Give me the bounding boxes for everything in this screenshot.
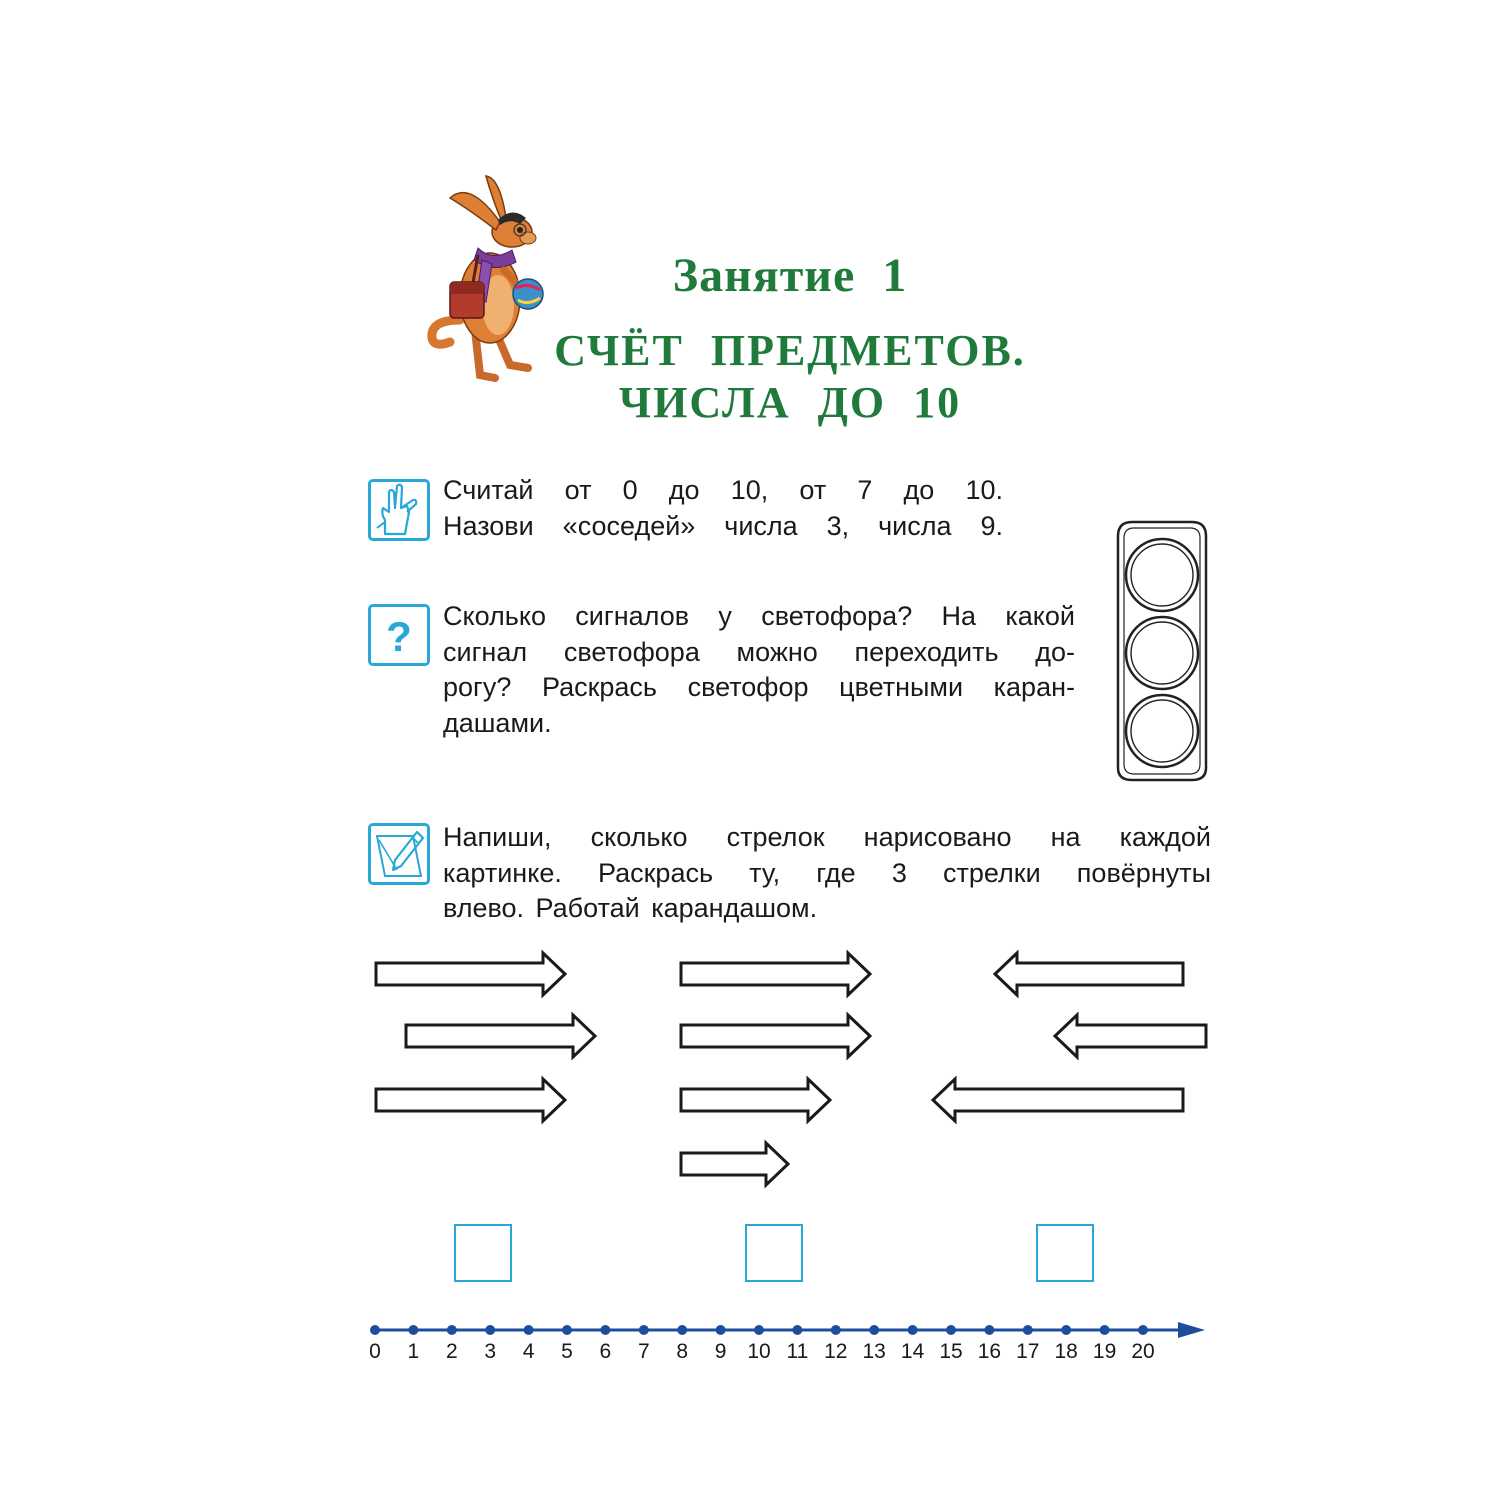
arrow-right [376, 1079, 565, 1121]
number-line-point [562, 1325, 572, 1335]
number-line-tick-label: 4 [522, 1340, 535, 1363]
arrow-right [681, 953, 870, 995]
number-line-point [984, 1325, 994, 1335]
number-line-point [485, 1325, 495, 1335]
number-line-point [946, 1325, 956, 1335]
number-line-point [524, 1325, 534, 1335]
number-line-tick-label: 17 [1016, 1340, 1040, 1363]
number-line-arrowhead [1178, 1322, 1205, 1338]
arrow-group-2[interactable] [681, 953, 870, 1185]
arrow-right [376, 953, 565, 995]
number-line-tick-label: 20 [1131, 1340, 1155, 1363]
svg-text:?: ? [386, 613, 412, 660]
number-line-point [908, 1325, 918, 1335]
answer-box-1[interactable] [454, 1224, 512, 1282]
arrow-left [1055, 1015, 1206, 1057]
topic-title-line-1: СЧЁТ ПРЕДМЕТОВ. [554, 326, 1026, 375]
signal-bottom [1126, 695, 1198, 767]
number-line-point [639, 1325, 649, 1335]
signal-middle [1126, 617, 1198, 689]
number-line-tick-label: 18 [1054, 1340, 1078, 1363]
number-line-tick-label: 14 [900, 1340, 925, 1363]
number-line-tick-label: 15 [939, 1340, 963, 1363]
number-line-point [677, 1325, 687, 1335]
topic-title-line-2: ЧИСЛА ДО 10 [618, 378, 962, 427]
question-mark-icon [368, 604, 430, 666]
pencil-writing-icon [368, 823, 430, 885]
number-line-tick-label: 13 [862, 1340, 886, 1363]
number-line-tick-label: 7 [637, 1340, 650, 1363]
number-line-point [370, 1325, 380, 1335]
number-line-tick-label: 3 [484, 1340, 497, 1363]
number-line-point [1023, 1325, 1033, 1335]
answer-box-3[interactable] [1036, 1224, 1094, 1282]
number-line-point [1138, 1325, 1148, 1335]
number-line-tick-label: 11 [786, 1340, 809, 1363]
task-2-line-4: дашами. [443, 707, 552, 738]
number-line-tick-label: 9 [714, 1340, 727, 1363]
traffic-light-signals [1126, 539, 1198, 767]
answer-box-2[interactable] [745, 1224, 803, 1282]
number-line-point [1061, 1325, 1071, 1335]
task-1-text [443, 473, 1003, 544]
arrow-group-3[interactable] [933, 953, 1206, 1121]
traffic-light-outline[interactable] [1112, 518, 1212, 784]
task-3-line-3: влево. Работай карандашом. [443, 893, 818, 923]
task-2-line-1: Сколько сигналов у светофора? На какой [443, 601, 1075, 631]
lesson-title: Занятие 1 [672, 249, 908, 302]
topic-title [545, 325, 1035, 429]
number-line-tick-label: 2 [445, 1340, 458, 1363]
task-3-line-1: Напиши, сколько стрелок нарисовано на каждой [443, 822, 1211, 852]
number-line-tick-label: 12 [824, 1340, 848, 1363]
number-line-point [869, 1325, 879, 1335]
arrow-right [681, 1143, 788, 1185]
number-line-tick-label: 5 [561, 1340, 573, 1363]
arrow-right [406, 1015, 595, 1057]
number-line-tick-label: 8 [676, 1340, 689, 1363]
task-2-line-2: сигнал светофора можно переходить до- [443, 636, 1075, 667]
arrow-group-1[interactable] [376, 953, 595, 1121]
task-1-line-2: Назови «соседей» числа 3, числа 9. [443, 510, 1003, 541]
arrow-left [995, 953, 1183, 995]
task-3-line-2: картинке. Раскрась ту, где 3 стрелки повёрнуты [443, 857, 1211, 888]
counting-hand-icon [368, 479, 430, 541]
number-line-point [600, 1325, 610, 1335]
task-2-text [443, 599, 1075, 741]
number-line-point [408, 1325, 418, 1335]
number-line-tick-label: 19 [1092, 1340, 1117, 1363]
number-line-point [1100, 1325, 1110, 1335]
number-line-point [831, 1325, 841, 1335]
number-line-point [754, 1325, 764, 1335]
arrow-right [681, 1015, 870, 1057]
arrow-left [933, 1079, 1183, 1121]
number-line-tick-label: 16 [977, 1340, 1002, 1363]
number-line-tick-label: 10 [747, 1340, 771, 1363]
signal-top [1126, 539, 1198, 611]
number-line-tick-label: 6 [599, 1340, 612, 1363]
task-1-line-1: Считай от 0 до 10, от 7 до 10. [443, 475, 1003, 505]
task-2-line-3: рогу? Раскрась светофор цветными каран- [443, 672, 1075, 702]
arrow-right [681, 1079, 830, 1121]
number-line-point [447, 1325, 457, 1335]
number-line-tick-label: 1 [407, 1340, 420, 1363]
task-3-text [443, 820, 1211, 927]
number-line-tick-label: 0 [369, 1340, 381, 1363]
number-line-point [716, 1325, 726, 1335]
number-line-point [792, 1325, 802, 1335]
